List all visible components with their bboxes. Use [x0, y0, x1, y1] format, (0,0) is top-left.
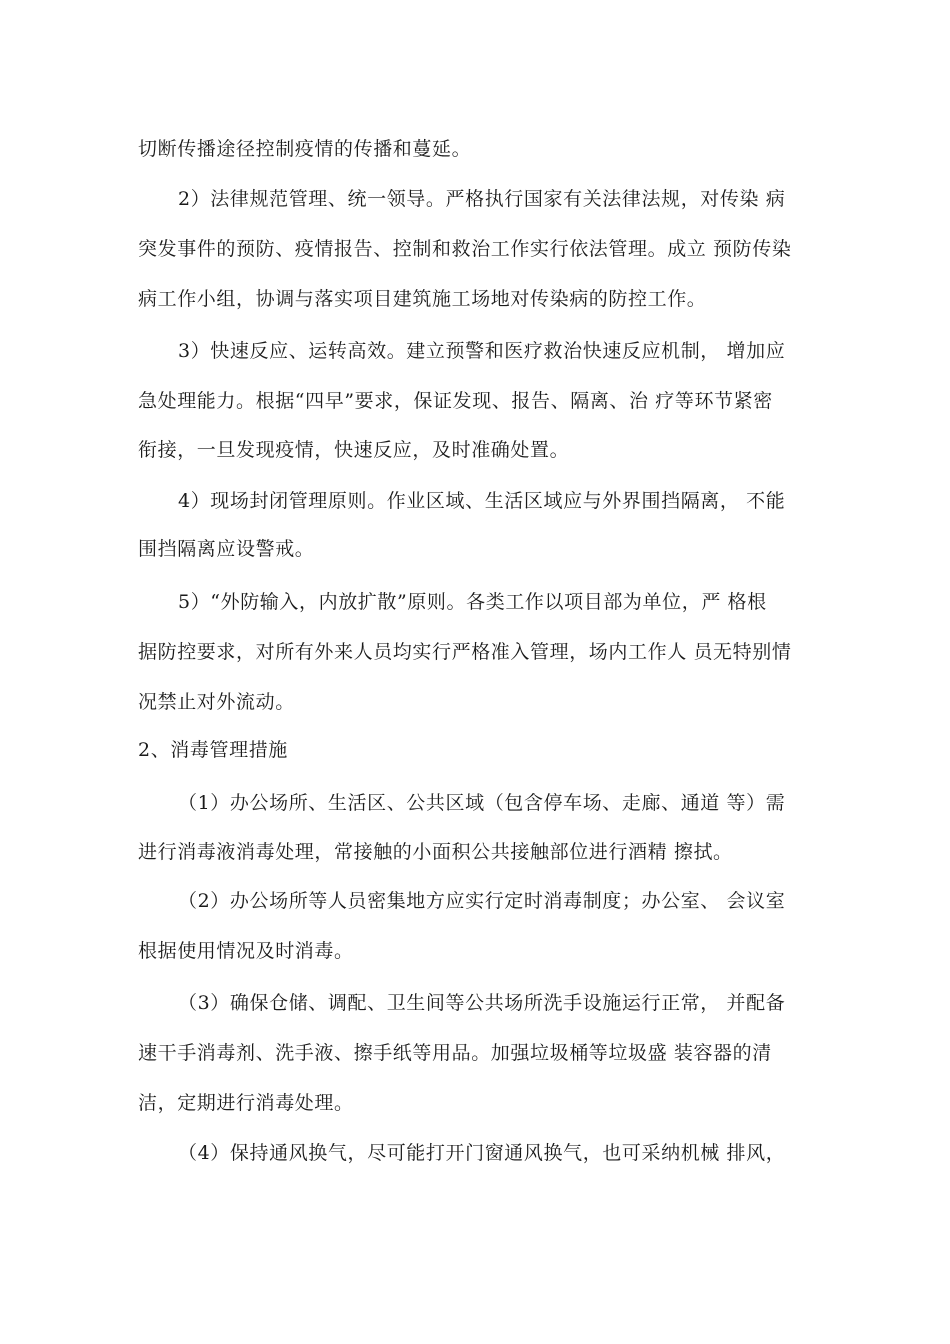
paragraph-line: （1）办公场所、生活区、公共区域（包含停车场、走廊、通道 等）需 — [178, 792, 786, 814]
paragraph-line: （4）保持通风换气，尽可能打开门窗通风换气，也可采纳机械 排风， — [178, 1142, 786, 1164]
paragraph-line: 速干手消毒剂、洗手液、擦手纸等用品。加强垃圾桶等垃圾盛 装容器的清 — [138, 1042, 772, 1064]
paragraph-line: 突发事件的预防、疫情报告、控制和救治工作实行依法管理。成立 预防传染 — [138, 238, 792, 260]
paragraph-line: 3）快速反应、运转高效。建立预警和医疗救治快速反应机制， 增加应 — [178, 340, 786, 362]
paragraph-line: （3）确保仓储、调配、卫生间等公共场所洗手设施运行正常， 并配备 — [178, 992, 786, 1014]
section-heading: 2、消毒管理措施 — [138, 739, 288, 761]
paragraph-line: 围挡隔离应设警戒。 — [138, 538, 315, 560]
paragraph-line: 况禁止对外流动。 — [138, 691, 295, 713]
paragraph-line: 2）法律规范管理、统一领导。严格执行国家有关法律法规，对传染 病 — [178, 188, 786, 210]
paragraph-line: 进行消毒液消毒处理，常接触的小面积公共接触部位进行酒精 擦拭。 — [138, 841, 733, 863]
paragraph-line: 据防控要求，对所有外来人员均实行严格准入管理，场内工作人 员无特别情 — [138, 641, 792, 663]
paragraph-line: 5）“外防输入，内放扩散”原则。各类工作以项目部为单位，严 格根 — [178, 591, 767, 613]
paragraph-line: 急处理能力。根据“四早”要求，保证发现、报告、隔离、治 疗等环节紧密 — [138, 390, 773, 412]
paragraph-line: 根据使用情况及时消毒。 — [138, 940, 354, 962]
paragraph-line: 衔接，一旦发现疫情，快速反应，及时准确处置。 — [138, 439, 570, 461]
paragraph-line: 4）现场封闭管理原则。作业区域、生活区域应与外界围挡隔离， 不能 — [178, 490, 786, 512]
paragraph-line: 病工作小组，协调与落实项目建筑施工场地对传染病的防控工作。 — [138, 288, 707, 310]
paragraph-line: 洁，定期进行消毒处理。 — [138, 1092, 354, 1114]
paragraph-line: 切断传播途径控制疫情的传播和蔓延。 — [138, 138, 472, 160]
paragraph-line: （2）办公场所等人员密集地方应实行定时消毒制度；办公室、 会议室 — [178, 890, 786, 912]
